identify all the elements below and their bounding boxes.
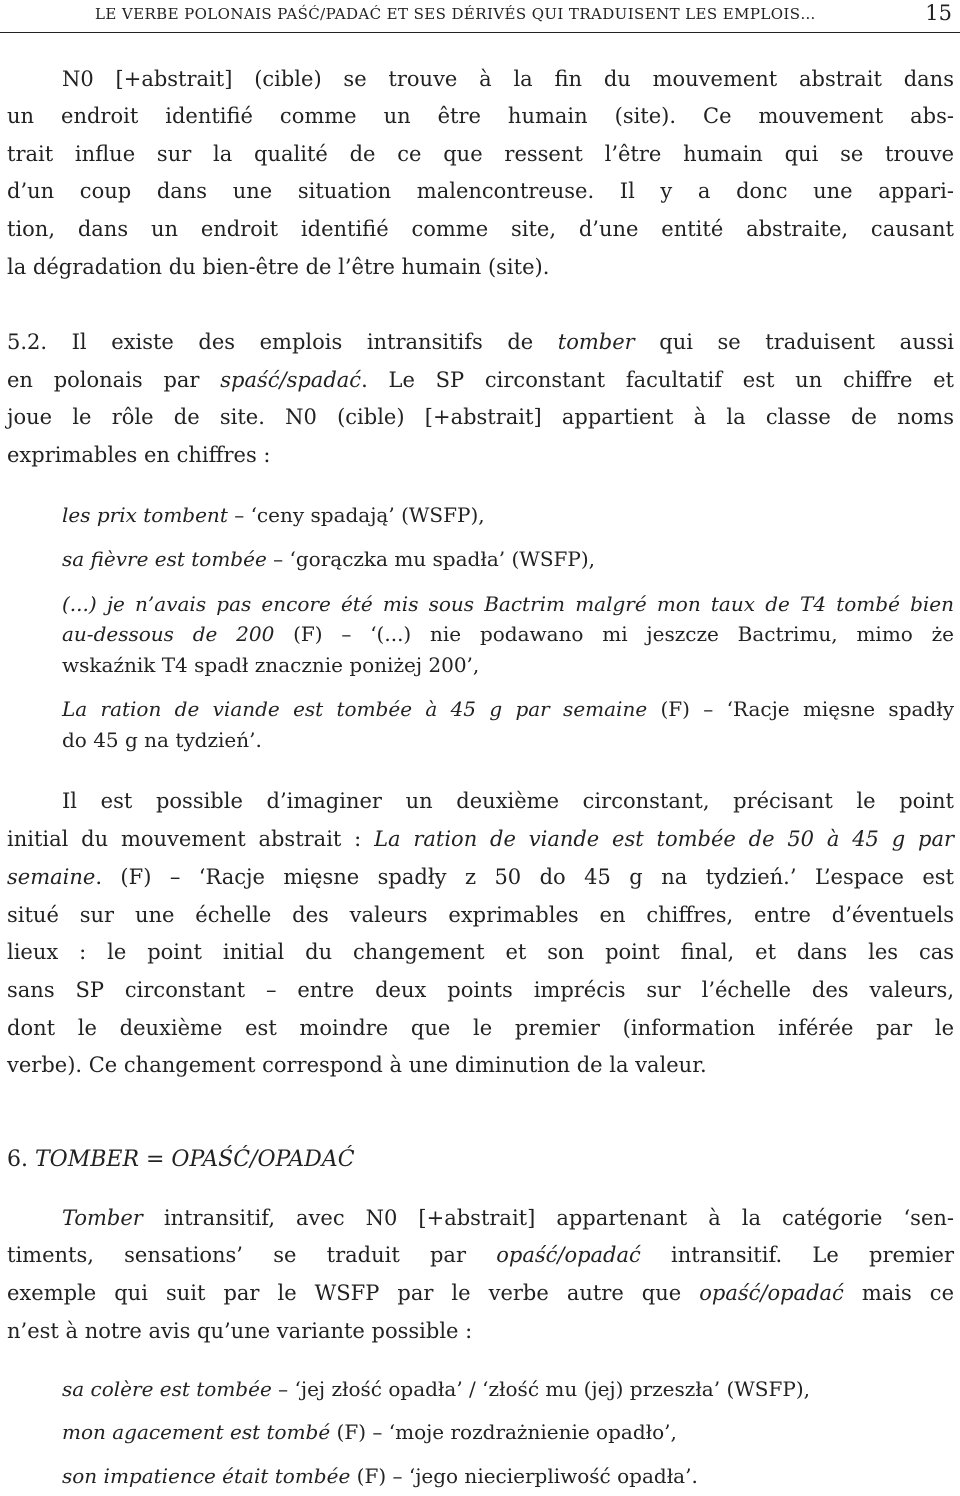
example-sa-colere: sa colère est tombée – ‘jej złość opadła’ / ‘złość mu (jej) przeszła’ (WSFP), [62, 1377, 810, 1401]
paragraph-1-line-4: d’un coup dans une situation malencontreuse. Il y a donc une appari- [7, 179, 954, 203]
example-ration-line-2: do 45 g na tydzień’. [62, 728, 262, 752]
paragraph-4-line-2: timents, sensations’ se traduit par opaść/opadać intransitif. Le premier [7, 1243, 954, 1267]
example-bactrim-line-2: au-dessous de 200 (F) – ‘(...) nie podawano mi jeszcze Bactrimu, mimo że [62, 622, 954, 646]
paragraph-3-line-5: lieux : le point initial du changement et son point final, et dans les cas [7, 940, 954, 964]
paragraph-3-line-6: sans SP circonstant – entre deux points imprécis sur l’échelle des valeurs, [7, 978, 954, 1002]
paragraph-3-line-1: Il est possible d’imaginer un deuxième circonstant, précisant le point [62, 789, 954, 813]
paragraph-2-line-4: exprimables en chiffres : [7, 443, 271, 467]
running-header [0, 0, 960, 33]
section-6-heading: 6. TOMBER = OPAŚĆ/OPADAĆ [7, 1147, 355, 1172]
paragraph-2-line-3: joue le rôle de site. N0 (cible) [+abstrait] appartient à la classe de noms [7, 405, 954, 429]
example-bactrim-line-3: wskaźnik T4 spadł znacznie poniżej 200’, [62, 653, 480, 677]
paragraph-3-line-4: situé sur une échelle des valeurs exprimables en chiffres, entre d’éventuels [7, 903, 954, 927]
example-bactrim-line-1: (...) je n’avais pas encore été mis sous Bactrim malgré mon taux de T4 tombé bien [62, 592, 954, 616]
example-mon-agacement: mon agacement est tombé (F) – ‘moje rozdrażnienie opadło’, [62, 1420, 677, 1444]
page-number: 15 [925, 1, 952, 25]
paragraph-3-line-8: verbe). Ce changement correspond à une diminution de la valeur. [7, 1053, 707, 1077]
paragraph-2-line-1: 5.2. Il existe des emplois intransitifs de tomber qui se traduisent aussi [7, 330, 954, 354]
paragraph-1-line-5: tion, dans un endroit identifié comme site, d’une entité abstraite, causant [7, 217, 954, 241]
running-header-title: LE VERBE POLONAIS PAŚĆ/PADAĆ ET SES DÉRIVÉS QUI TRADUISENT LES EMPLOIS… [95, 5, 816, 23]
paragraph-4-line-1: Tomber intransitif, avec N0 [+abstrait] appartenant à la catégorie ‘sen- [62, 1206, 954, 1230]
paragraph-2-line-2: en polonais par spaść/spadać. Le SP circonstant facultatif est un chiffre et [7, 368, 954, 392]
paragraph-1-line-2: un endroit identifié comme un être humain (site). Ce mouvement abs- [7, 104, 954, 128]
example-son-impatience: son impatience était tombée (F) – ‘jego niecierpliwość opadła’. [62, 1464, 698, 1488]
paragraph-1-line-6: la dégradation du bien-être de l’être humain (site). [7, 255, 550, 279]
example-sa-fievre: sa fièvre est tombée – ‘gorączka mu spadła’ (WSFP), [62, 547, 596, 571]
example-les-prix: les prix tombent – ‘ceny spadają’ (WSFP), [62, 503, 485, 527]
paragraph-3-line-7: dont le deuxième est moindre que le premier (information inférée par le [7, 1016, 954, 1040]
paragraph-3-line-3: semaine. (F) – ‘Racje mięsne spadły z 50 do 45 g na tydzień.’ L’espace est [7, 865, 954, 889]
paragraph-3-line-2: initial du mouvement abstrait : La ration de viande est tombée de 50 à 45 g par [7, 827, 954, 851]
paragraph-4-line-3: exemple qui suit par le WSFP par le verbe autre que opaść/opadać mais ce [7, 1281, 954, 1305]
example-ration-line-1: La ration de viande est tombée à 45 g par semaine (F) – ‘Racje mięsne spadły [62, 697, 955, 721]
paragraph-4-line-4: n’est à notre avis qu’une variante possible : [7, 1319, 473, 1343]
paragraph-1-line-1: N0 [+abstrait] (cible) se trouve à la fin du mouvement abstrait dans [62, 67, 954, 91]
paragraph-1-line-3: trait influe sur la qualité de ce que ressent l’être humain qui se trouve [7, 142, 954, 166]
